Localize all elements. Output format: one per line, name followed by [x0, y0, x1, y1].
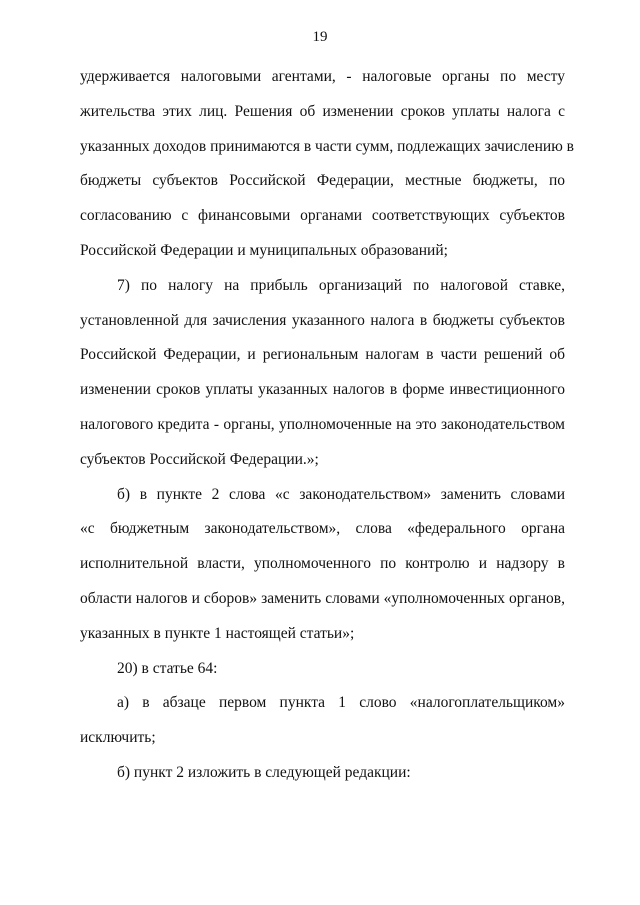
text-line: а) в абзаце первом пункта 1 слово «налогоплательщиком»: [117, 694, 565, 712]
paragraph: [80, 756, 565, 791]
text-line: согласованию с финансовыми органами соответствующих субъектов: [80, 207, 565, 225]
text-line: указанных доходов принимаются в части сумм, подлежащих зачислению в: [80, 137, 574, 155]
text-line: б) пункт 2 изложить в следующей редакции:: [117, 763, 411, 781]
text-line: установленной для зачисления указанного налога в бюджеты субъектов: [80, 311, 565, 329]
paragraph: [80, 652, 565, 687]
text-line: б) в пункте 2 слова «с законодательством» заменить словами: [117, 485, 565, 503]
text-line: области налогов и сборов» заменить словами «уполномоченных органов,: [80, 589, 565, 607]
text-line: 7) по налогу на прибыль организаций по налоговой ставке,: [117, 276, 565, 294]
text-line: субъектов Российской Федерации.»;: [80, 450, 319, 468]
text-line: исключить;: [80, 729, 156, 747]
text-line: Российской Федерации и муниципальных образований;: [80, 241, 448, 259]
paragraph: [80, 269, 565, 478]
text-line: жительства этих лиц. Решения об изменении сроков уплаты налога с: [80, 102, 565, 120]
page-number: 19: [312, 29, 328, 45]
text-line: бюджеты субъектов Российской Федерации, местные бюджеты, по: [80, 172, 565, 190]
text-line: указанных в пункте 1 настоящей статьи»;: [80, 624, 355, 642]
text-line: исполнительной власти, уполномоченного по контролю и надзору в: [80, 555, 565, 573]
document-body: [80, 60, 574, 791]
text-line: удерживается налоговыми агентами, - налоговые органы по месту: [80, 68, 565, 85]
text-line: «с бюджетным законодательством», слова «федерального органа: [80, 520, 565, 538]
text-line: 20) в статье 64:: [117, 659, 218, 677]
paragraph: [80, 60, 574, 269]
paragraph: [80, 478, 565, 652]
paragraph: [80, 686, 565, 756]
text-line: изменении сроков уплаты указанных налогов в форме инвестиционного: [80, 381, 565, 399]
text-line: Российской Федерации, и региональным налогам в части решений об: [80, 346, 565, 364]
text-line: налогового кредита - органы, уполномоченные на это законодательством: [80, 415, 565, 433]
